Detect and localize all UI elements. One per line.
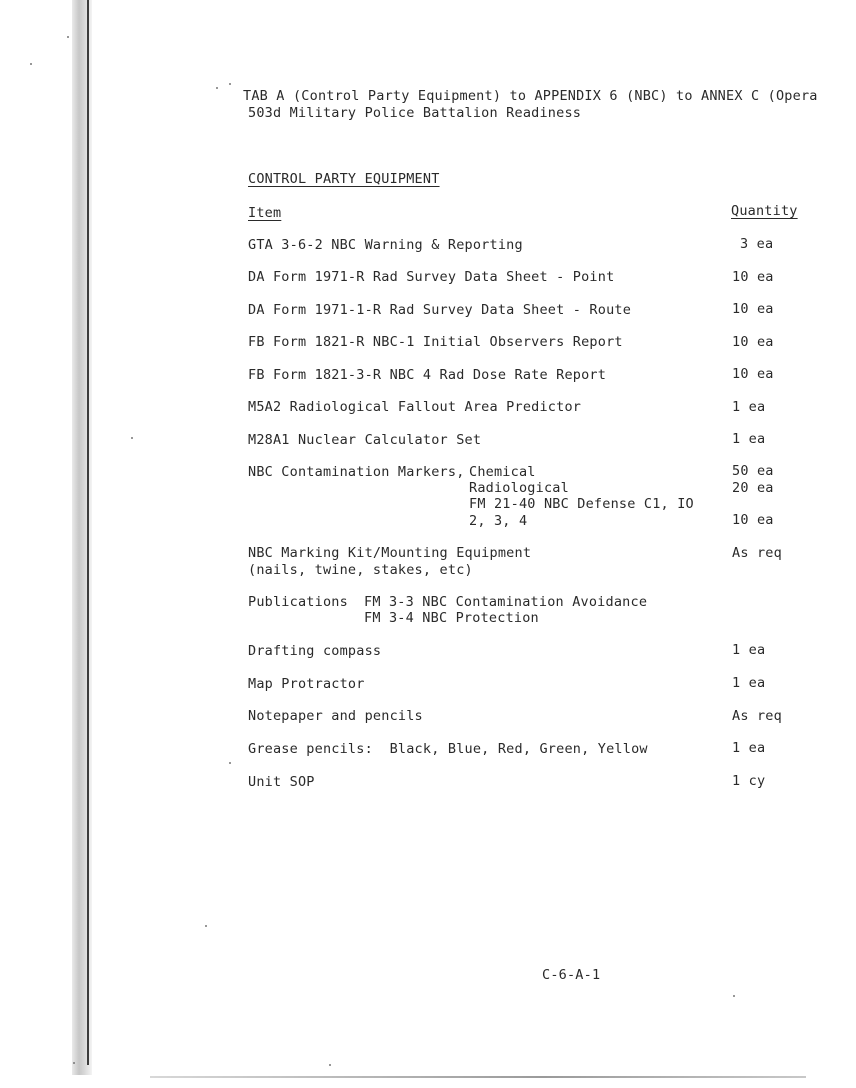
item-row-label: M28A1 Nuclear Calculator Set bbox=[248, 432, 482, 448]
document-header-line1: TAB A (Control Party Equipment) to APPENDIX 6 (NBC) to ANNEX C (Opera bbox=[243, 88, 818, 104]
markers-radiological: Radiological bbox=[469, 480, 569, 496]
scan-speck bbox=[30, 63, 32, 65]
scan-binding-line bbox=[87, 0, 89, 1065]
scan-speck bbox=[205, 925, 207, 927]
scan-speck bbox=[229, 83, 231, 85]
item-row-qty: 3 ea bbox=[740, 236, 774, 252]
item-row-qty: 1 ea bbox=[732, 740, 766, 756]
markers-label: NBC Contamination Markers, bbox=[248, 464, 465, 480]
markers-fm-changes: 2, 3, 4 bbox=[469, 513, 528, 529]
markers-chemical-qty: 50 ea bbox=[732, 463, 774, 479]
item-row-label: GTA 3-6-2 NBC Warning & Reporting bbox=[248, 237, 523, 253]
item-row-label: FB Form 1821-3-R NBC 4 Rad Dose Rate Report bbox=[248, 367, 607, 383]
page-number: C-6-A-1 bbox=[542, 967, 601, 983]
scan-speck bbox=[131, 437, 133, 439]
item-row-label: FB Form 1821-R NBC-1 Initial Observers Report bbox=[248, 334, 623, 350]
scan-speck bbox=[67, 36, 69, 38]
item-row-qty: As req bbox=[732, 708, 782, 724]
section-title: CONTROL PARTY EQUIPMENT bbox=[248, 171, 440, 187]
marking-kit-line2: (nails, twine, stakes, etc) bbox=[248, 562, 473, 578]
document-header-line2: 503d Military Police Battalion Readiness bbox=[248, 105, 582, 121]
item-row-qty: 1 cy bbox=[732, 773, 766, 789]
item-row-label: DA Form 1971-1-R Rad Survey Data Sheet - Route bbox=[248, 302, 632, 318]
column-header-quantity: Quantity bbox=[731, 203, 798, 219]
markers-fm-qty: 10 ea bbox=[732, 512, 774, 528]
scan-speck bbox=[229, 762, 231, 764]
item-row-qty: 10 ea bbox=[732, 366, 774, 382]
item-row-qty: 1 ea bbox=[732, 431, 766, 447]
scan-binding-shadow bbox=[72, 0, 92, 1075]
markers-chemical: Chemical bbox=[469, 464, 536, 480]
scan-speck bbox=[329, 1064, 331, 1066]
marking-kit-qty: As req bbox=[732, 545, 782, 561]
marking-kit-line1: NBC Marking Kit/Mounting Equipment bbox=[248, 545, 532, 561]
publications-fm-3-3: FM 3-3 NBC Contamination Avoidance bbox=[364, 594, 648, 610]
scan-speck bbox=[73, 1062, 75, 1064]
item-row-qty: 1 ea bbox=[732, 675, 766, 691]
item-row-qty: 10 ea bbox=[732, 301, 774, 317]
column-header-item: Item bbox=[248, 205, 282, 221]
publications-label: Publications bbox=[248, 594, 348, 610]
item-row-qty: 10 ea bbox=[732, 269, 774, 285]
item-row-label: M5A2 Radiological Fallout Area Predictor bbox=[248, 399, 582, 415]
publications-fm-3-4: FM 3-4 NBC Protection bbox=[364, 610, 539, 626]
item-row-label: Notepaper and pencils bbox=[248, 708, 423, 724]
item-row-label: Map Protractor bbox=[248, 676, 365, 692]
item-row-qty: 10 ea bbox=[732, 334, 774, 350]
item-row-qty: 1 ea bbox=[732, 642, 766, 658]
item-row-label: Drafting compass bbox=[248, 643, 382, 659]
scan-speck bbox=[216, 87, 218, 89]
item-row-qty: 1 ea bbox=[732, 399, 766, 415]
markers-fm-reference: FM 21-40 NBC Defense C1, IO bbox=[469, 496, 694, 512]
markers-radiological-qty: 20 ea bbox=[732, 480, 774, 496]
item-row-label: Grease pencils: Black, Blue, Red, Green, Yellow bbox=[248, 741, 648, 757]
item-row-label: Unit SOP bbox=[248, 774, 315, 790]
scan-speck bbox=[733, 995, 735, 997]
item-row-label: DA Form 1971-R Rad Survey Data Sheet - Point bbox=[248, 269, 615, 285]
scan-bottom-edge bbox=[150, 1076, 806, 1078]
